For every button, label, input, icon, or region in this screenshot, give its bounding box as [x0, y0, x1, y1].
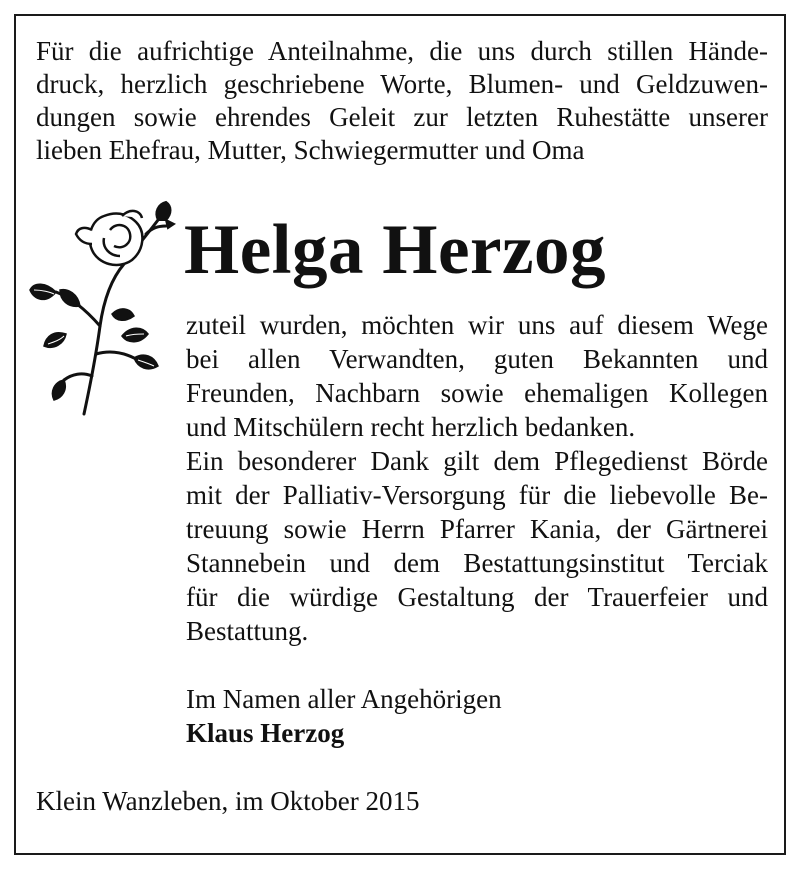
body-line: treuung sowie Herrn Pfarrer Kania, der Gärtnerei	[186, 514, 768, 544]
signer-name: Klaus Herzog	[186, 718, 345, 748]
rose-icon	[26, 186, 186, 418]
deceased-name: Helga Herzog	[184, 211, 606, 289]
body-line: Freunden, Nachbarn sowie ehemaligen Kollegen	[186, 378, 768, 408]
closing-line: Im Namen aller Angehörigen	[186, 684, 502, 714]
body-line: Stannebein und dem Bestattungsinstitut Terciak	[186, 548, 768, 578]
obituary-notice	[14, 14, 786, 855]
body-line: Ein besonderer Dank gilt dem Pflegedienst Börde	[186, 446, 768, 476]
body-line: zuteil wurden, möchten wir uns auf diesem Wege	[186, 310, 768, 340]
body-line: und Mitschülern recht herzlich bedanken.	[186, 412, 636, 442]
intro-line: dungen sowie ehrendes Geleit zur letzten Ruhestätte unserer	[36, 102, 768, 132]
body-line: mit der Palliativ-Versorgung für die liebevolle Be-	[186, 480, 768, 510]
intro-line: druck, herzlich geschriebene Worte, Blumen- und Geldzuwen-	[36, 69, 768, 99]
intro-line: lieben Ehefrau, Mutter, Schwiegermutter und Oma	[36, 135, 585, 165]
body-line: für die würdige Gestaltung der Trauerfeier und	[186, 582, 768, 612]
place-date: Klein Wanzleben, im Oktober 2015	[36, 786, 420, 816]
body-line: Bestattung.	[186, 616, 309, 646]
intro-line: Für die aufrichtige Anteilnahme, die uns durch stillen Hände-	[36, 36, 768, 66]
body-line: bei allen Verwandten, guten Bekannten und	[186, 344, 768, 374]
